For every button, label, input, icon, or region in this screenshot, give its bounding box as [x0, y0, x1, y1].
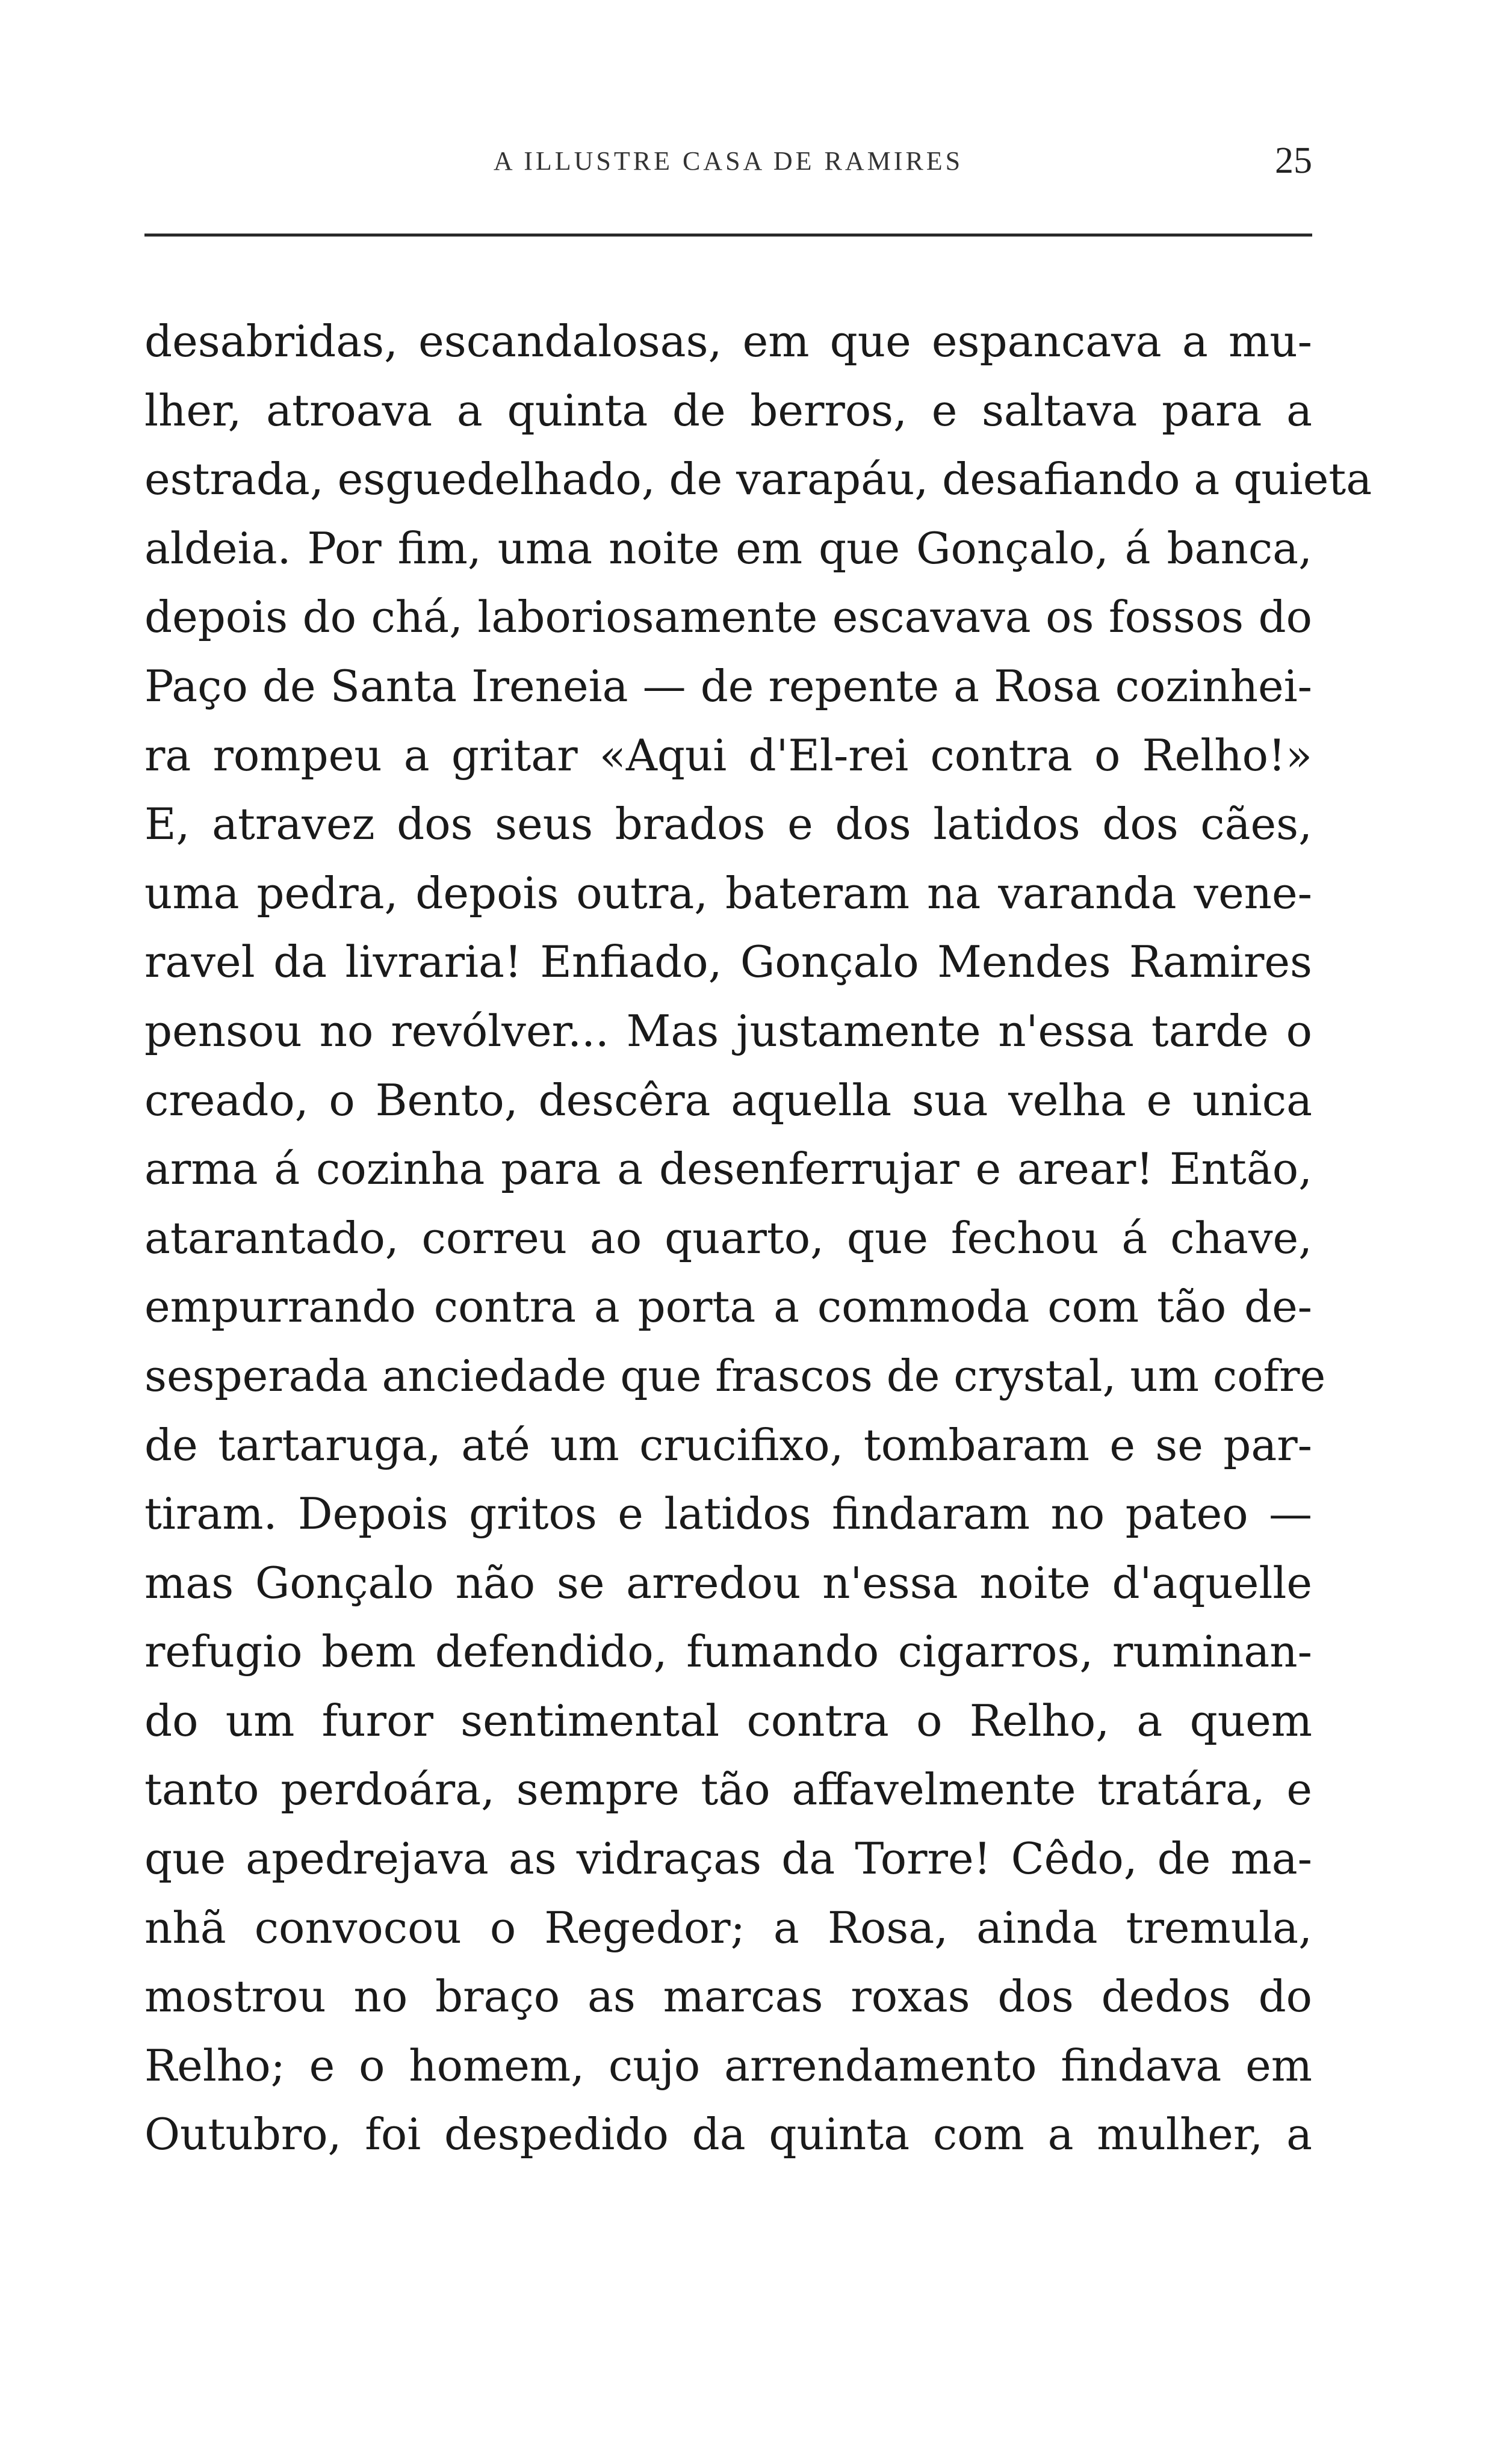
text-line: refugio bem defendido, fumando cigarros, ruminan-	[144, 1626, 1312, 1677]
text-line: mas Gonçalo não se arredou n'essa noite d'aquelle	[144, 1557, 1312, 1608]
text-line: sesperada anciedade que frascos de crystal, um cofre	[144, 1350, 1326, 1401]
page-header	[144, 140, 1312, 194]
text-line: nhã convocou o Regedor; a Rosa, ainda tremula,	[144, 1902, 1312, 1953]
text-line: arma á cozinha para a desenferrujar e arear! Então,	[144, 1144, 1312, 1195]
text-line: pensou no revólver... Mas justamente n'essa tarde o	[144, 1005, 1312, 1056]
text-line: aldeia. Por fim, uma noite em que Gonçalo, á banca,	[144, 522, 1312, 574]
text-line: E, atravez dos seus brados e dos latidos dos cães,	[144, 799, 1312, 850]
page-number: 25	[1275, 140, 1312, 181]
running-title: A ILLUSTRE CASA DE RAMIRES	[493, 146, 964, 176]
text-line: estrada, esguedelhado, de varapáu, desafiando a quieta	[144, 454, 1372, 505]
text-line: lher, atroava a quinta de berros, e saltava para a	[144, 385, 1312, 436]
text-line: Outubro, foi despedido da quinta com a mulher, a	[144, 2109, 1312, 2160]
text-line: tanto perdoára, sempre tão affavelmente tratára, e	[144, 1764, 1312, 1815]
header-rule	[144, 234, 1312, 237]
text-line: de tartaruga, até um crucifixo, tombaram e se par-	[144, 1419, 1312, 1470]
text-line: atarantado, correu ao quarto, que fechou á chave,	[144, 1212, 1312, 1263]
text-line: mostrou no braço as marcas roxas dos dedos do	[144, 1971, 1312, 2022]
text-line: do um furor sentimental contra o Relho, a quem	[144, 1695, 1312, 1746]
text-line: depois do chá, laboriosamente escavava os fossos do	[144, 592, 1312, 643]
body-text	[144, 307, 1372, 2169]
text-line: que apedrejava as vidraças da Torre! Cêdo, de ma-	[144, 1833, 1312, 1884]
text-line: desabridas, escandalosas, em que espancava a mu-	[144, 316, 1312, 367]
text-line: Paço de Santa Ireneia — de repente a Rosa cozinhei-	[144, 660, 1312, 711]
text-line: ravel da livraria! Enfiado, Gonçalo Mendes Ramires	[144, 936, 1312, 988]
text-line: creado, o Bento, descêra aquella sua velha e unica	[144, 1074, 1312, 1125]
text-line: tiram. Depois gritos e latidos findaram no pateo —	[144, 1488, 1312, 1540]
text-line: uma pedra, depois outra, bateram na varanda vene-	[144, 867, 1312, 918]
text-line: empurrando contra a porta a commoda com tão de-	[144, 1281, 1312, 1333]
text-line: ra rompeu a gritar «Aqui d'El-rei contra o Relho!»	[144, 729, 1312, 781]
text-line: Relho; e o homem, cujo arrendamento findava em	[144, 2040, 1312, 2091]
